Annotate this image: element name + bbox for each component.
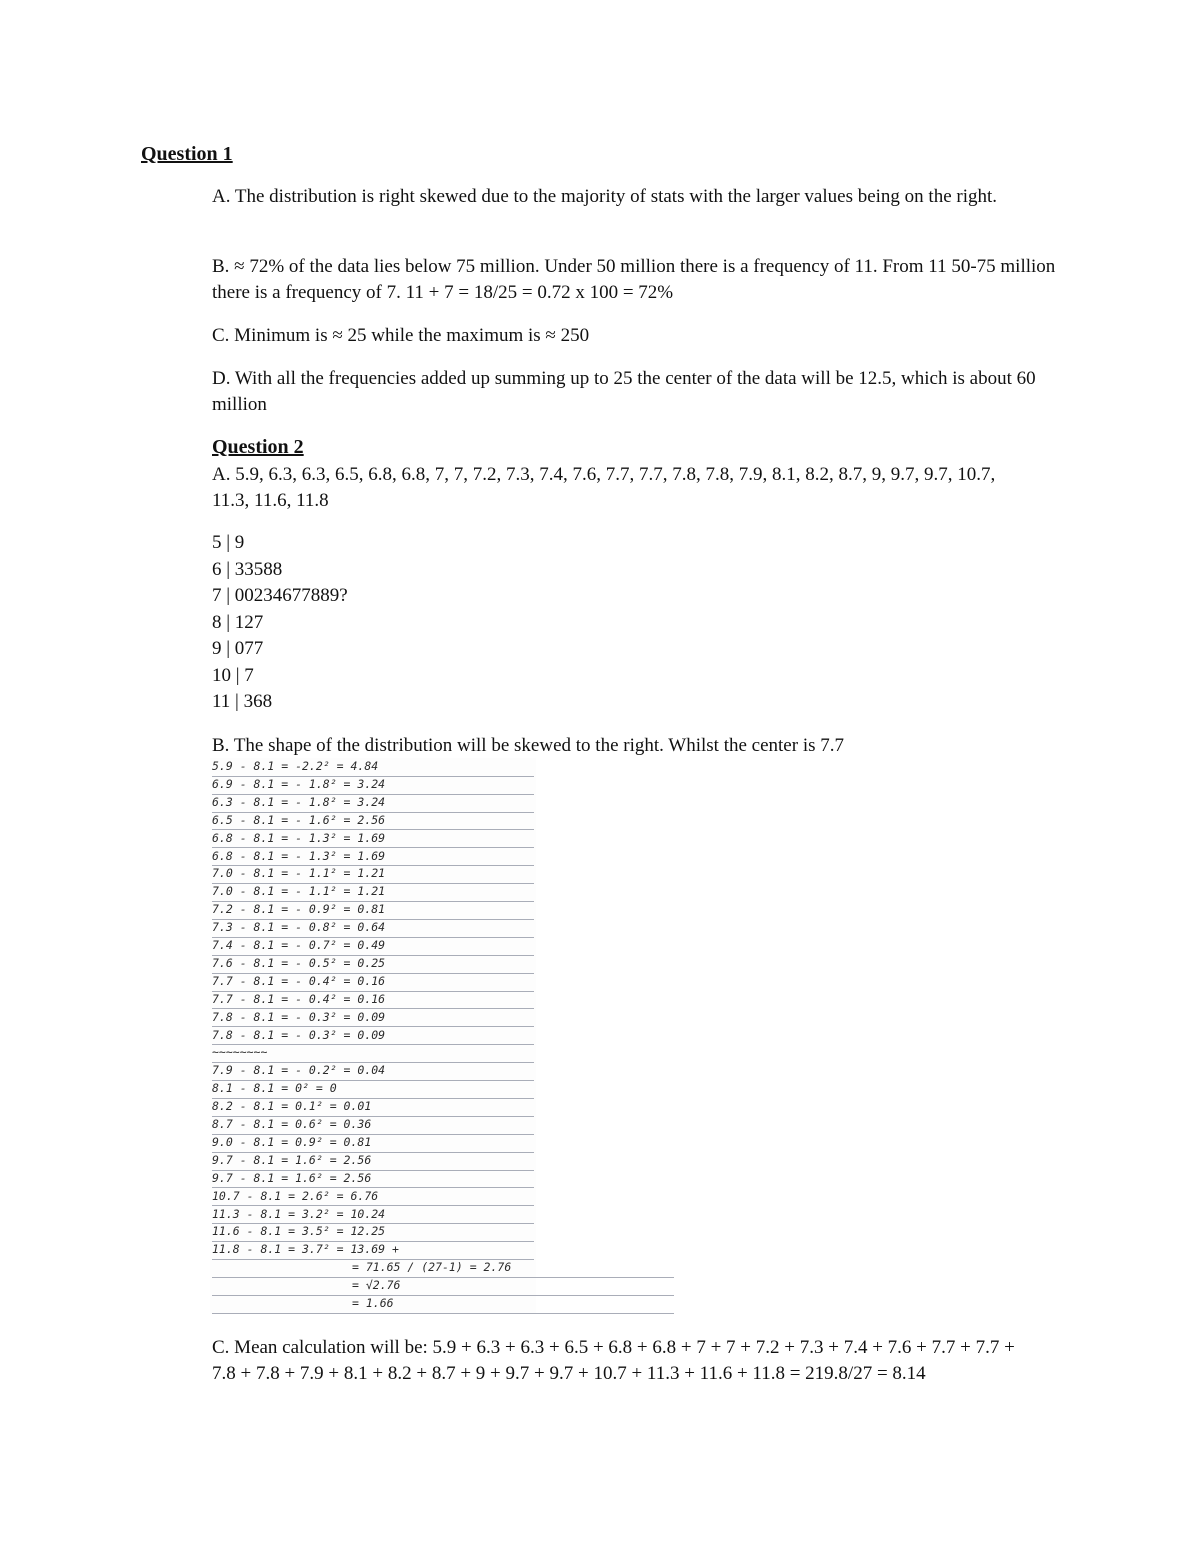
handwritten-line: 9.7 - 8.1 = 1.6² = 2.56 (212, 1170, 534, 1189)
stem-row: 9 | 077 (212, 638, 264, 659)
q1-answer-b: B. ≈ 72% of the data lies below 75 million. Under 50 million there is a frequency of 11. From 11 50-75 million there is a frequency of 7. 11 + 7 = 18/25 = 0.72 x 100 = 72% (212, 256, 1056, 303)
handwritten-line: 7.0 - 8.1 = - 1.1² = 1.21 (212, 865, 534, 884)
handwritten-line: 7.7 - 8.1 = - 0.4² = 0.16 (212, 973, 534, 992)
q2-answer-c: C. Mean calculation will be: 5.9 + 6.3 + 6.3 + 6.5 + 6.8 + 6.8 + 7 + 7 + 7.2 + 7.3 + 7.4 + 7.6 + 7.7 + 7.7 + 7.8 + 7.8 + 7.9 + 8.1 + 8.2 + 8.7 + 9 + 9.7 + 9.7 + 10.7 + 11.3 + 11.6 + 11.8 = 219.8/27 = 8.14 (212, 1337, 1015, 1384)
handwritten-line: ~~~~~~~~ (212, 1044, 534, 1063)
handwritten-line: 6.8 - 8.1 = - 1.3² = 1.69 (212, 848, 534, 867)
handwritten-line: 7.3 - 8.1 = - 0.8² = 0.64 (212, 919, 534, 938)
handwritten-line: 8.7 - 8.1 = 0.6² = 0.36 (212, 1116, 534, 1135)
handwritten-line: 11.8 - 8.1 = 3.7² = 13.69 + (212, 1241, 534, 1260)
stem-row: 7 | 00234677889? (212, 585, 348, 606)
stem-row: 10 | 7 (212, 664, 254, 686)
handwritten-line: 7.4 - 8.1 = - 0.7² = 0.49 (212, 937, 534, 956)
q2-answer-a: A. 5.9, 6.3, 6.3, 6.5, 6.8, 6.8, 7, 7, 7.2, 7.3, 7.4, 7.6, 7.7, 7.7, 7.8, 7.8, 7.9, 8.1, 8.2, 8.7, 9, 9.7, 9.7, 10.7, 11.3, 11.6, 11.8 (212, 464, 996, 511)
q1-answer-a: A. The distribution is right skewed due to the majority of stats with the larger values being on the right. (212, 186, 998, 207)
handwritten-line: 7.7 - 8.1 = - 0.4² = 0.16 (212, 991, 534, 1010)
handwritten-variance-calculation (210, 758, 536, 1314)
handwritten-line: 8.1 - 8.1 = 0² = 0 (212, 1080, 534, 1099)
handwritten-line: 6.9 - 8.1 = - 1.8² = 3.24 (212, 776, 534, 795)
stem-and-leaf-plot (212, 530, 348, 716)
question-2-title: Question 2 (212, 436, 304, 458)
handwritten-line: 7.8 - 8.1 = - 0.3² = 0.09 (212, 1009, 534, 1028)
question-1-title: Question 1 (141, 143, 233, 165)
handwritten-line: 10.7 - 8.1 = 2.6² = 6.76 (212, 1188, 534, 1207)
handwritten-line: 7.0 - 8.1 = - 1.1² = 1.21 (212, 883, 534, 902)
stem-row: 6 | 33588 (212, 558, 283, 580)
q2-answer-b: B. The shape of the distribution will be skewed to the right. Whilst the center is 7.7 (212, 735, 844, 756)
stem-row: 5 | 9 (212, 532, 245, 553)
handwritten-line: 5.9 - 8.1 = -2.2² = 4.84 (212, 758, 534, 777)
handwritten-line: 11.6 - 8.1 = 3.5² = 12.25 (212, 1223, 534, 1242)
stem-row: 8 | 127 (212, 611, 264, 633)
handwritten-line: 8.2 - 8.1 = 0.1² = 0.01 (212, 1098, 534, 1117)
handwritten-line: 6.3 - 8.1 = - 1.8² = 3.24 (212, 794, 534, 813)
handwritten-line: 9.0 - 8.1 = 0.9² = 0.81 (212, 1134, 534, 1153)
stem-row: 11 | 368 (212, 691, 273, 712)
handwritten-line: 9.7 - 8.1 = 1.6² = 2.56 (212, 1152, 534, 1171)
handwritten-line: = √2.76 (212, 1277, 674, 1296)
handwritten-line: 6.8 - 8.1 = - 1.3² = 1.69 (212, 830, 534, 849)
handwritten-line: 11.3 - 8.1 = 3.2² = 10.24 (212, 1206, 534, 1225)
handwritten-line: 7.8 - 8.1 = - 0.3² = 0.09 (212, 1027, 534, 1046)
handwritten-line: = 71.65 / (27-1) = 2.76 (212, 1259, 674, 1278)
handwritten-line: 6.5 - 8.1 = - 1.6² = 2.56 (212, 812, 534, 831)
q1-answer-c: C. Minimum is ≈ 25 while the maximum is ≈ 250 (212, 325, 590, 346)
handwritten-line: 7.6 - 8.1 = - 0.5² = 0.25 (212, 955, 534, 974)
handwritten-line: 7.9 - 8.1 = - 0.2² = 0.04 (212, 1062, 534, 1081)
handwritten-line: 7.2 - 8.1 = - 0.9² = 0.81 (212, 901, 534, 920)
handwritten-line: = 1.66 (212, 1295, 674, 1314)
q1-answer-d: D. With all the frequencies added up summing up to 25 the center of the data will be 12.5, which is about 60 million (212, 368, 1036, 415)
